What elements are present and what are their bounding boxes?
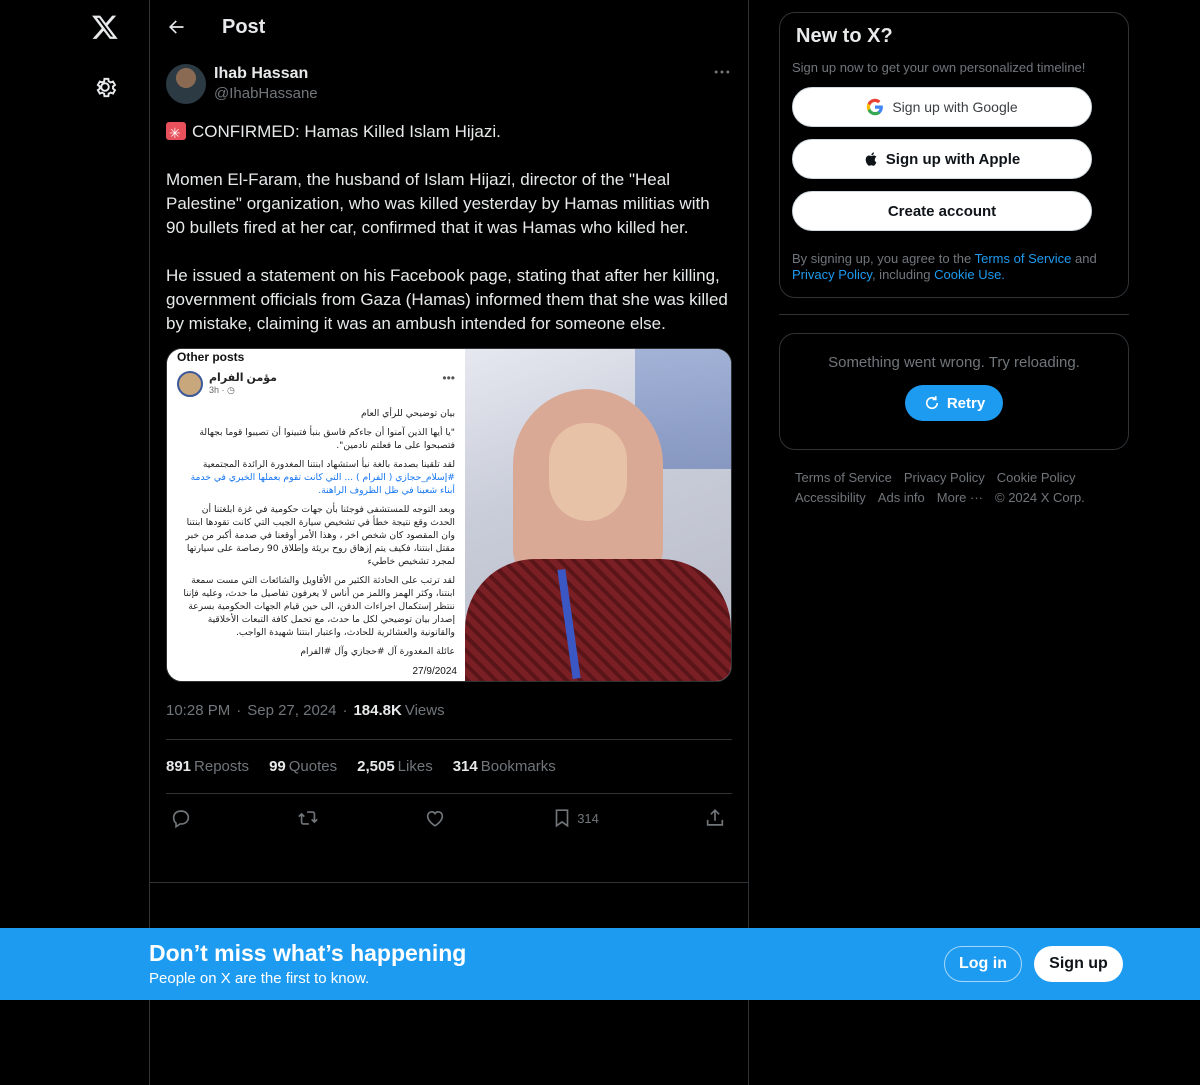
fb-line: عائلة المغدورة آل #حجازي وآل #الفرام (300, 646, 455, 657)
bookmark-icon (551, 807, 573, 829)
post-stats (166, 740, 732, 794)
divider (150, 882, 748, 883)
fb-line: وبعد التوجه للمستشفى فوجئنا بأن جهات حكومية في غزة ابلغتنا أن الحدث وقع نتيجة خطأ في تشخيص سيارة الجيب التي كانت تقودها ابنتنا وان المقصود كان شخص اخر ، وهذا الأمر أوقعنا في صدمة أكبر من خبر مقتل ابنتنا، فكيف يتم إزهاق روح بريئة وإطلاق 90 رصاصة على سيارتها لمجرد تشخيص خاطيء (185, 504, 455, 567)
more-icon[interactable] (712, 62, 732, 82)
retry-button[interactable] (905, 385, 1003, 421)
footer-ads-link[interactable]: Ads info (877, 490, 925, 505)
views-label: Views (404, 702, 445, 719)
page-title: Post (222, 15, 266, 38)
apple-signup-label: Sign up with Apple (885, 150, 1021, 168)
footer-more-link[interactable]: More ··· (936, 490, 983, 505)
reposts-stat[interactable]: 891 Reposts (166, 758, 250, 775)
post-text (166, 120, 732, 336)
error-message: Something went wrong. Try reloading. (828, 354, 1080, 371)
error-card (779, 333, 1129, 450)
fb-line: لقد ترتب على الحادثة الكثير من الأقاويل والشائعات التي مست سمعة ابنتنا، وكثر الهمز واللمز من أناس لا يعرفون تفاصيل ما حدث، وعليه فإننا ننتظر إستكمال اجراءات الدفن، الى حين قيام الجهات الحكومية بسرعة إصدار بيان توضيحي لكل ما حدث، مع تحمل كافة التبعات الأخلاقية والقانونية والعشائرية للحادث، واعتبار ابنتنا شهيدة الواجب. (183, 575, 455, 638)
signup-legal-text: By signing up, you agree to the Terms of Service and Privacy Policy, including Cookie Use. (792, 251, 1097, 282)
footer-accessibility-link[interactable]: Accessibility (795, 490, 866, 505)
fb-line: لقد تلقينا بصدمة بالغة نبأ استشهاد ابنتنا المغدورة الرائدة المجتمعية (202, 459, 455, 470)
footer-privacy-link[interactable]: Privacy Policy (903, 470, 985, 485)
login-banner (0, 928, 1200, 1000)
fb-avatar (177, 371, 203, 397)
terms-link[interactable]: Terms of Service (974, 251, 1072, 266)
reply-icon (170, 807, 192, 829)
post-time[interactable]: 10:28 PM (166, 702, 231, 719)
x-logo-icon[interactable] (88, 10, 122, 44)
repost-icon (297, 807, 319, 829)
siren-emoji-icon (166, 122, 186, 140)
fb-post-body (181, 407, 455, 658)
right-sidebar (779, 12, 1129, 508)
google-signup-button[interactable] (792, 87, 1092, 127)
fb-other-posts-header: Other posts (177, 350, 245, 364)
signup-card (779, 12, 1129, 298)
share-button[interactable] (704, 807, 726, 829)
create-account-button[interactable]: Create account (792, 191, 1092, 231)
reply-button[interactable] (170, 807, 192, 829)
post-meta: 10:28 PM · Sep 27, 2024 · 184.8K Views (166, 682, 732, 740)
retry-label: Retry (946, 394, 986, 412)
portrait-photo (465, 349, 731, 681)
fb-line: #إسلام_حجازي ( الفرام ) ... التي كانت تقوم بعملها الخيري في خدمة أبناء شعبنا في ظل الظروف الراهنة. (190, 472, 455, 496)
globe-icon: ◷ (227, 385, 235, 395)
author-display-name[interactable]: Ihab Hassan (214, 65, 309, 82)
bookmark-button[interactable] (551, 807, 599, 829)
fb-post-time: 3h · ◷ (209, 385, 235, 395)
footer-cookie-link[interactable]: Cookie Policy (996, 470, 1076, 485)
post-text-line1: CONFIRMED: Hamas Killed Islam Hijazi. (192, 122, 501, 141)
divider (779, 314, 1129, 315)
banner-title: Don’t miss what’s happening (149, 940, 467, 966)
signup-title: New to X? (796, 25, 893, 47)
fb-line: بيان توضيحي للرأي العام (360, 408, 455, 419)
google-signup-label: Sign up with Google (892, 99, 1018, 115)
gear-icon[interactable] (92, 74, 118, 100)
apple-signup-button[interactable] (792, 139, 1092, 179)
banner-subtitle: People on X are the first to know. (149, 970, 370, 987)
fb-date: 27/9/2024 (412, 666, 457, 677)
bookmark-count: 314 (577, 810, 599, 826)
footer-terms-link[interactable]: Terms of Service (795, 470, 892, 485)
share-icon (704, 807, 726, 829)
avatar[interactable] (166, 64, 206, 104)
refresh-icon (923, 394, 941, 412)
login-button[interactable]: Log in (944, 946, 1022, 982)
signup-button[interactable]: Sign up (1034, 946, 1123, 982)
post-author (166, 54, 732, 110)
likes-stat[interactable]: 2,505 Likes (357, 758, 433, 775)
post-actions (166, 794, 732, 842)
footer-links (779, 468, 1129, 508)
like-icon (424, 807, 446, 829)
apple-icon (864, 150, 880, 168)
cookie-use-link[interactable]: Cookie Use. (934, 267, 1005, 282)
post-date[interactable]: Sep 27, 2024 (247, 702, 337, 719)
privacy-link[interactable]: Privacy Policy (792, 267, 872, 282)
bookmarks-stat[interactable]: 314 Bookmarks (452, 758, 556, 775)
main-column (149, 0, 749, 1085)
post (150, 54, 748, 842)
repost-button[interactable] (297, 807, 319, 829)
top-bar (150, 0, 748, 54)
facebook-screenshot (167, 349, 465, 681)
signup-subtitle: Sign up now to get your own personalized timeline! (792, 60, 1086, 75)
like-button[interactable] (424, 807, 446, 829)
fb-line: "يا أيها الذين آمنوا أن جاءكم فاسق بنبأ فتبينوا أن تصيبوا قوما بجهالة فتصبحوا على ما فعلتم نادمين". (199, 427, 455, 451)
author-handle[interactable]: @IhabHassane (214, 85, 318, 102)
fb-more-icon: ••• (442, 371, 455, 385)
back-arrow-icon[interactable] (166, 16, 188, 38)
left-rail (0, 0, 150, 1085)
google-icon (866, 98, 884, 116)
quotes-stat[interactable]: 99 Quotes (269, 758, 338, 775)
post-text-para3: He issued a statement on his Facebook page, stating that after her killing, government officials from Gaza (Hamas) informed them that she was killed by mistake, claiming it was an ambush intended for someone else. (166, 266, 728, 333)
fb-author-name: مؤمن الفرام (209, 372, 277, 384)
post-media-image[interactable] (166, 348, 732, 682)
views-count: 184.8K (353, 702, 402, 719)
post-text-para2: Momen El-Faram, the husband of Islam Hijazi, director of the "Heal Palestine" organization, who was killed yesterday by Hamas militias with 90 bullets fired at her car, confirmed that it was Hamas who killed her. (166, 170, 710, 237)
footer-copyright: © 2024 X Corp. (995, 490, 1085, 505)
